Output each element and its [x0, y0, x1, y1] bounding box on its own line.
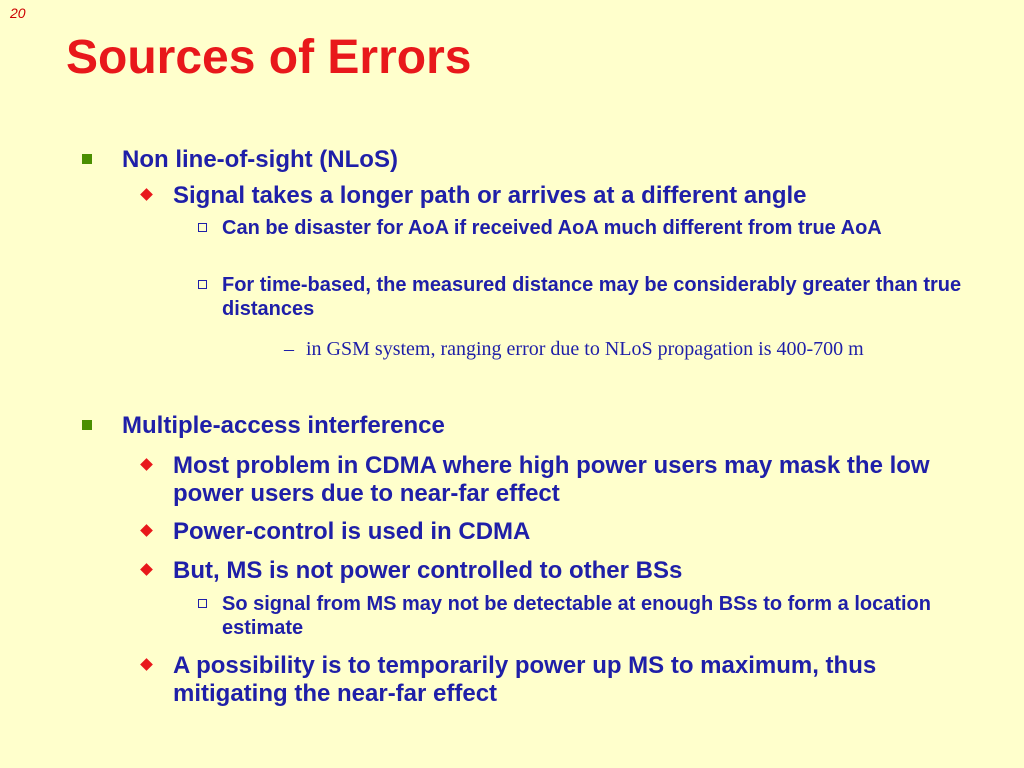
bullet-text: So signal from MS may not be detectable at enough BSs to form a location estimate — [222, 593, 931, 639]
bullet-level2-power-control — [173, 518, 973, 546]
bullet-text: in GSM system, ranging error due to NLoS propagation is 400-700 m — [306, 338, 864, 360]
slide-title: Sources of Errors — [66, 31, 472, 84]
bullet-level2-power-up — [173, 652, 973, 708]
bullet-text: Power-control is used in CDMA — [173, 518, 531, 545]
bullet-text: For time-based, the measured distance may be considerably greater than true distances — [222, 274, 962, 320]
hollow-square-bullet-icon — [198, 223, 207, 232]
bullet-text: But, MS is not power controlled to other BSs — [173, 557, 683, 584]
dash-bullet-icon: – — [284, 338, 294, 360]
bullet-text: Signal takes a longer path or arrives at a different angle — [173, 182, 807, 209]
square-bullet-icon — [82, 154, 92, 164]
bullet-level3-not-detectable — [222, 592, 982, 640]
diamond-bullet-icon — [140, 188, 153, 201]
diamond-bullet-icon — [140, 563, 153, 576]
hollow-square-bullet-icon — [198, 280, 207, 289]
bullet-level2-longer-path — [173, 182, 973, 210]
bullet-level4-gsm-ranging — [284, 333, 966, 365]
bullet-level1-nlos — [122, 146, 982, 174]
bullet-level3-aoa-disaster — [222, 216, 982, 240]
bullet-text: A possibility is to temporarily power up MS to maximum, thus mitigating the near-far effect — [173, 652, 877, 707]
bullet-text: Multiple-access interference — [122, 412, 445, 439]
bullet-text: Non line-of-sight (NLoS) — [122, 146, 398, 173]
diamond-bullet-icon — [140, 524, 153, 537]
bullet-level2-ms-not-controlled — [173, 557, 973, 585]
square-bullet-icon — [82, 420, 92, 430]
diamond-bullet-icon — [140, 458, 153, 471]
slide-number: 20 — [10, 5, 26, 21]
bullet-level1-multiple-access — [122, 412, 982, 440]
diamond-bullet-icon — [140, 658, 153, 671]
bullet-text: Can be disaster for AoA if received AoA much different from true AoA — [222, 217, 882, 239]
bullet-text: Most problem in CDMA where high power users may mask the low power users due to near-far effect — [173, 452, 930, 507]
hollow-square-bullet-icon — [198, 599, 207, 608]
bullet-level3-time-based — [222, 273, 982, 321]
bullet-level2-cdma-problem — [173, 452, 973, 508]
